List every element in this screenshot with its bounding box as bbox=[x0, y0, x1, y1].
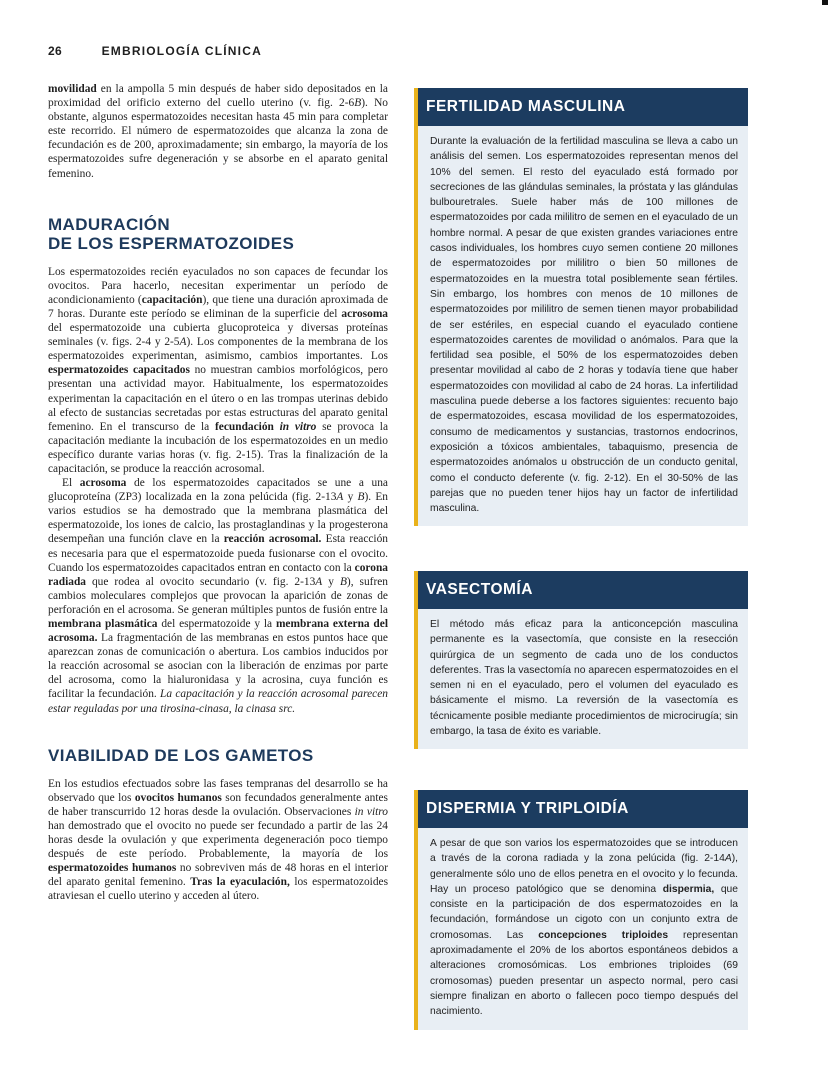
text-run: del espermatozoide una cubierta glucoproteica y diversas proteínas seminales (v. figs. 2-4 y 2-5 bbox=[48, 322, 388, 349]
text-run: que consiste en la participación de dos espermatozoides en la fecundación, formándose un cigoto con un conjunto extra de cromosomas. Las bbox=[430, 883, 738, 941]
text-run: no sobreviven más de 48 horas en el interior del aparato genital femenino. bbox=[48, 862, 388, 889]
box-dispermia-text bbox=[430, 836, 738, 1020]
text-run: Tras la eyaculación, bbox=[190, 876, 290, 889]
text-run: ), generalmente sólo uno de ellos penetra en el ovocito y lo fecunda. Hay un proceso patológico que se denomina bbox=[430, 853, 738, 895]
text-run: fecundación bbox=[215, 420, 280, 433]
box-accent-bar bbox=[414, 571, 418, 609]
text-run: ). En varios estudios se ha demostrado que la membrana plasmática del espermatozoide, los iones de calcio, las prostaglandinas y la progesterona desempeñan una función clave en la bbox=[48, 491, 389, 546]
box-fertilidad-title bbox=[414, 88, 748, 126]
box-dispermia-title bbox=[414, 790, 748, 828]
box-fertilidad-text: Durante la evaluación de la fertilidad masculina se lleva a cabo un análisis del semen. Los espermatozoides representan menos del 10% del semen. El resto del eyaculado está formado por secreciones de las glándulas seminales, la próstata y las glándulas bulbouretrales. Suele haber más de 100 millones de espermatozoides por cada mililitro de semen en el eyaculado de un hombre normal. A pesar de que existen grandes variaciones entre casos individuales, los hombres cuyo semen contiene 20 millones de espermatozoides por mililitro o bien 50 millones de espermatozoides en la muestra total posiblemente sean fértiles. Sin embargo, los hombres con menos de 10 millones de espermatozoides por mililitro de semen tienen mayor probabilidad de ser estériles, en especial cuando el eyaculado contiene espermatozoides carentes de movilidad o anómalos. Para que la fertilidad sea posible, el 50% de los espermatozoides deben presentar movilidad al cabo de 2 horas y todavía tiene que haber espermatozoides con movilidad al cabo de 24 horas. La infertilidad masculina puede deberse a los factores siguientes: recuento bajo de espermatozoides, escasa movilidad de los espermatozoides, consumo de medicamentos y sustancias, trastornos endocrinos, exposición a tóxicos ambientales, tabaquismo, presencia de espermatozoides anómalos u obstrucción de un conducto genital, como el conducto deferente (v. fig. 2-12). En el 30-50% de las parejas que no pueden tener hijos hay un factor de infertilidad masculina. bbox=[430, 136, 738, 515]
text-run: membrana plasmática bbox=[48, 618, 158, 630]
text-run: ), que tiene una duración aproximada de 7 horas. Durante este período se eliminan de la superficie del bbox=[48, 293, 389, 320]
text-run: se provoca la capacitación mediante la incubación de los espermatozoides en un medio específico durante varias horas (v. fig. 2-15). Tras la finalización de la capacitación, se produce la reacción acrosomal. bbox=[48, 420, 389, 475]
box-dispermia-triploidia bbox=[414, 790, 748, 1030]
intro-paragraph bbox=[48, 82, 388, 181]
text-run: que rodea al ovocito secundario (v. fig. 2-13 bbox=[85, 575, 316, 588]
text-run: B bbox=[357, 491, 365, 504]
text-run: acrosoma bbox=[341, 307, 388, 320]
text-run: A pesar de que son varios los espermatozoides que se introducen a través de la corona radiada y la zona pelúcida (fig. 2-14 bbox=[430, 838, 738, 865]
maduracion-paragraph-2 bbox=[48, 476, 388, 716]
text-run: de los espermatozoides capacitados se une a una glucoproteína (ZP3) localizada en la zona pelúcida (fig. 2-13 bbox=[48, 477, 388, 504]
maduracion-paragraph-1 bbox=[48, 265, 388, 476]
box-vasectomia-body bbox=[414, 609, 748, 749]
text-run: representan aproximadamente el 20% de los abortos espontáneos debidos a alteraciones cromosómicas. Los embriones triploides (69 cromosomas) pueden presentar un aspecto normal, pero casi siempre finalizan en aborto o fallecen poco tiempo después del nacimiento. bbox=[430, 929, 738, 1018]
box-vasectomia-title bbox=[414, 571, 748, 609]
box-dispermia-title-text: DISPERMIA Y TRIPLOIDÍA bbox=[426, 800, 629, 817]
text-run: movilidad bbox=[48, 83, 97, 95]
text-run: son fecundados generalmente antes de haber transcurrido 12 horas desde la ovulación. Observaciones bbox=[48, 791, 388, 818]
text-run: espermatozoides capacitados bbox=[48, 364, 190, 377]
text-run: A bbox=[179, 336, 187, 349]
text-run: ). No obstante, algunos espermatozoides necesitan hasta 45 min para completar este recorrido. El número de espermatozoides que alcanza la zona de fecundación es de 200, aproximadamente; sin embargo, la mayoría de los espermatozoides sufre degeneración y se absorbe en el aparato genital femenino. bbox=[48, 97, 388, 180]
box-dispermia-body bbox=[414, 828, 748, 1030]
text-run: del espermatozoide y la bbox=[157, 618, 276, 630]
text-run: Esta reacción es necesaria para que el espermatozoide pueda fusionarse con el ovocito. Cuando los espermatozoides capacitados entran en contacto con la bbox=[48, 533, 388, 574]
text-run: A bbox=[336, 491, 344, 504]
text-run: los espermatozoides atraviesan el cuello uterino y acceden al útero. bbox=[48, 876, 389, 903]
text-run: El bbox=[62, 477, 80, 490]
text-run: B bbox=[354, 97, 362, 110]
text-run: ). Los componentes de la membrana de los espermatozoides experimentan, asimismo, cambios importantes. Los bbox=[48, 336, 388, 363]
box-accent-bar bbox=[414, 88, 418, 126]
text-run: corona radiada bbox=[48, 561, 388, 588]
text-run: La fragmentación de las membranas en estos puntos hace que aparezcan zonas de comunicación o abertura. Los cambios inducidos por la reacción acrosomal se asocian con la liberación de enzimas por parte del acrosoma, como la hialuronidasa y la acrosina, cuya función es facilitar la fecundación. bbox=[48, 632, 388, 701]
book-title: EMBRIOLOGÍA CLÍNICA bbox=[101, 44, 262, 58]
text-run: membrana externa del acrosoma. bbox=[48, 618, 388, 645]
text-run: no muestran cambios morfológicos, pero presentan una actividad mayor. Habitualmente, los espermatozoides experimentan la capacitación en el útero o en las trompas uterinas debido al efecto de sustancias secretadas por estas estructuras del aparato genital femenino. En el transcurso de la bbox=[48, 364, 388, 433]
text-run: y bbox=[322, 575, 340, 588]
page-number: 26 bbox=[48, 44, 62, 58]
text-run: dispermia, bbox=[662, 883, 715, 895]
text-run: han demostrado que el ovocito no puede ser fecundado a partir de las 24 horas desde la ovulación y que experimenta degeneración poco tiempo después de este período. Probablemente, la mayoría de los bbox=[48, 819, 388, 861]
text-run: B bbox=[339, 575, 347, 588]
box-fertilidad-body bbox=[414, 126, 748, 526]
text-run: capacitación bbox=[141, 293, 203, 306]
running-header bbox=[48, 44, 262, 60]
text-run: en la ampolla 5 min después de haber sido depositados en la proximidad del orificio externo del cuello uterino (v. fig. 2-6 bbox=[48, 83, 388, 110]
text-run: ovocitos humanos bbox=[134, 791, 222, 804]
text-run: ), sufren cambios moleculares complejos que provocan la aparición de zonas de perforación en el acrosoma. Se generan múltiples puntos de fusión entre la bbox=[48, 575, 388, 616]
text-run: acrosoma bbox=[79, 477, 127, 490]
text-run: in vitro bbox=[279, 420, 317, 433]
left-column bbox=[48, 82, 388, 904]
page-edge-mark bbox=[822, 0, 828, 5]
box-fertilidad-masculina bbox=[414, 88, 748, 526]
text-run: La capacitación y la reacción acrosomal parecen estar reguladas por una tirosina-cinasa, la cinasa src. bbox=[48, 688, 388, 715]
text-run: Los espermatozoides recién eyaculados no son capaces de fecundar los ovocitos. Para hacerlo, necesitan experimentar un período de acondicionamiento ( bbox=[48, 265, 388, 306]
text-run: espermatozoides humanos bbox=[48, 862, 177, 875]
box-vasectomia bbox=[414, 571, 748, 749]
text-run: y bbox=[343, 491, 358, 504]
section-title-maduracion-line1: MADURACIÓN bbox=[48, 214, 171, 234]
box-accent-bar bbox=[414, 790, 418, 828]
box-vasectomia-text: El método más eficaz para la anticoncepción masculina permanente es la vasectomía, que consiste en la resección quirúrgica de un segmento de cada uno de los conductos deferentes. Tras la vasectomía no aparecen espermatozoides en el semen ni en el eyaculado, pero el volumen del eyaculado es básicamente el mismo. La reversión de la vasectomía es técnicamente posible mediante procedimientos de microcirugía; sin embargo, la tasa de éxito es variable. bbox=[430, 619, 738, 738]
section-title-maduracion bbox=[48, 215, 388, 253]
text-run: A bbox=[724, 853, 732, 865]
text-run: reacción acrosomal. bbox=[223, 533, 322, 546]
section-title-maduracion-line2: DE LOS ESPERMATOZOIDES bbox=[48, 233, 295, 253]
text-run: A bbox=[315, 575, 323, 588]
viabilidad-paragraph-1 bbox=[48, 777, 388, 904]
text-run: concepciones triploides bbox=[538, 929, 669, 941]
box-fertilidad-title-text: FERTILIDAD MASCULINA bbox=[426, 98, 626, 115]
box-vasectomia-title-text: VASECTOMÍA bbox=[426, 581, 533, 598]
text-run: En los estudios efectuados sobre las fases tempranas del desarrollo se ha observado que los bbox=[48, 777, 388, 804]
section-title-viabilidad: VIABILIDAD DE LOS GAMETOS bbox=[48, 745, 314, 765]
text-run: in vitro bbox=[354, 805, 388, 818]
